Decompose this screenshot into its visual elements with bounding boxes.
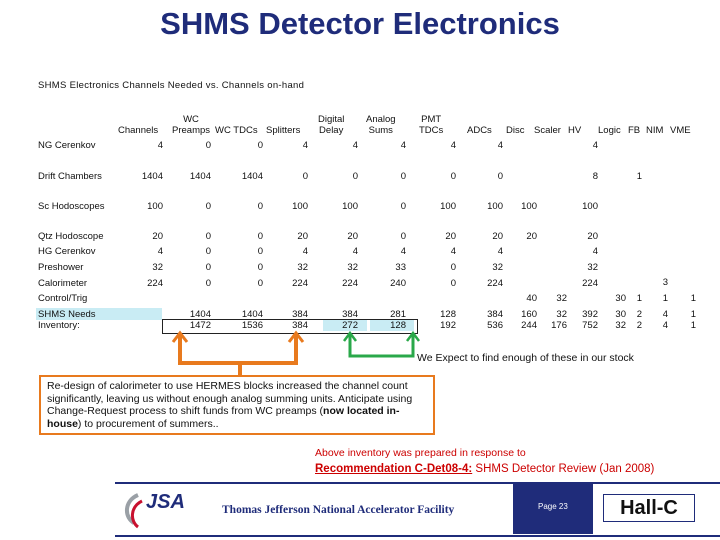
row-label-shms-needs: SHMS Needs (38, 309, 96, 320)
table-cell: 0 (400, 201, 406, 212)
table-cell: 1472 (189, 320, 211, 331)
header-analog-sums-text: Analog Sums (366, 114, 396, 136)
table-cell: 392 (582, 309, 598, 320)
redesign-note-pre: Re-design of calorimeter to use HERMES blocks increased the channel count significantly, leaving us without enough analog summing units. Anticipate using Change-Request process to shift funds from WC preamps ( (47, 380, 413, 417)
header-fb: FB (628, 125, 641, 136)
table-cell: 224 (487, 278, 503, 289)
table-cell: 0 (450, 171, 456, 182)
table-cell: 0 (302, 171, 308, 182)
table-cell: 100 (147, 201, 163, 212)
table-cell: 0 (497, 171, 503, 182)
table-cell: 4 (157, 140, 163, 151)
table-cell: 4 (450, 246, 456, 257)
table-cell: 1404 (189, 309, 211, 320)
table-cell: 30 (615, 309, 626, 320)
table-cell: 1404 (189, 171, 211, 182)
redesign-note-text (47, 380, 412, 430)
table-cell: 32 (297, 262, 308, 273)
redesign-note-post: ) to procurement of summers.. (77, 417, 219, 430)
table-cell: 20 (492, 231, 503, 242)
table-cell: 100 (487, 201, 503, 212)
table-cell: 240 (390, 278, 406, 289)
header-nim: NIM (646, 125, 664, 136)
row-label-sc-hodoscopes: Sc Hodoscopes (38, 201, 105, 212)
table-cell: 224 (147, 278, 163, 289)
green-arrow (350, 333, 413, 356)
row-label-preshower: Preshower (38, 262, 84, 273)
orange-arrow (180, 333, 296, 363)
header-splitters: Splitters (266, 125, 301, 136)
table-cell: 32 (347, 262, 358, 273)
table-cell: 0 (257, 201, 263, 212)
table-subtitle: SHMS Electronics Channels Needed vs. Channels on-hand (38, 80, 305, 91)
header-scaler: Scaler (534, 125, 561, 136)
table-cell: 0 (257, 278, 263, 289)
table-cell: 2 (636, 320, 642, 331)
header-logic: Logic (598, 125, 621, 136)
slide-title: SHMS Detector Electronics (160, 6, 560, 41)
table-cell: 4 (400, 140, 406, 151)
table-cell: 4 (157, 246, 163, 257)
row-label-control-trig: Control/Trig (38, 293, 88, 304)
footer-top-rule (115, 482, 720, 484)
table-cell: 224 (292, 278, 308, 289)
table-cell: 100 (582, 201, 598, 212)
jsa-logo-text: JSA (146, 491, 185, 513)
table-cell: 1404 (141, 171, 163, 182)
table-cell: 30 (615, 293, 626, 304)
table-cell: 4 (352, 246, 358, 257)
table-cell: 224 (342, 278, 358, 289)
table-cell: 0 (257, 140, 263, 151)
table-cell: 0 (205, 231, 211, 242)
table-cell: 20 (445, 231, 456, 242)
table-cell: 1 (690, 309, 696, 320)
table-cell: 160 (521, 309, 537, 320)
table-cell: 100 (342, 201, 358, 212)
table-cell: 1 (636, 293, 642, 304)
table-cell: 0 (257, 231, 263, 242)
table-cell: 4 (352, 140, 358, 151)
table-cell: 4 (497, 246, 503, 257)
table-cell: 384 (342, 309, 358, 320)
table-cell: 20 (297, 231, 308, 242)
recommendation-bold: Recommendation C-Det08-4: (315, 463, 473, 475)
table-cell: 272 (342, 320, 358, 331)
table-cell: 4 (450, 140, 456, 151)
table-cell: 0 (352, 171, 358, 182)
recommendation-line (315, 463, 654, 475)
header-hv: HV (568, 125, 582, 136)
table-cell: 100 (292, 201, 308, 212)
table-cell: 752 (582, 320, 598, 331)
table-cell: 1 (636, 171, 642, 182)
header-channels: Channels (118, 125, 159, 136)
table-cell: 32 (615, 320, 626, 331)
table-cell: 384 (292, 309, 308, 320)
table-cell: 100 (521, 201, 537, 212)
table-cell: 4 (662, 309, 668, 320)
table-cell: 0 (400, 231, 406, 242)
table-cell: 224 (582, 278, 598, 289)
row-label-qtz-hodoscope: Qtz Hodoscope (38, 231, 104, 242)
table-cell: 192 (440, 320, 456, 331)
table-cell: 2 (636, 309, 642, 320)
table-cell: 244 (521, 320, 537, 331)
table-cell: 128 (440, 309, 456, 320)
table-cell: 32 (152, 262, 163, 273)
recommendation-rest: SHMS Detector Review (Jan 2008) (472, 463, 655, 475)
prepared-note: Above inventory was prepared in response to (315, 447, 526, 459)
table-cell: 128 (390, 320, 406, 331)
table-cell: 4 (302, 140, 308, 151)
table-cell: 0 (257, 246, 263, 257)
table-cell: 4 (497, 140, 503, 151)
table-cell: 0 (450, 278, 456, 289)
table-cell: 4 (662, 320, 668, 331)
row-label-calorimeter: Calorimeter (38, 278, 88, 289)
table-cell: 4 (592, 246, 598, 257)
table-cell: 0 (205, 246, 211, 257)
table-cell: 32 (556, 293, 567, 304)
expect-note: We Expect to find enough of these in our stock (417, 352, 634, 364)
row-label-drift-chambers: Drift Chambers (38, 171, 102, 182)
table-cell: 1 (690, 320, 696, 331)
table-cell: 1404 (241, 171, 263, 182)
table-cell: 32 (587, 262, 598, 273)
table-cell: 4 (400, 246, 406, 257)
redesign-note-bold: now located in-house (47, 405, 400, 430)
table-cell: 8 (592, 171, 598, 182)
table-cell: 0 (450, 262, 456, 273)
table-cell: 100 (440, 201, 456, 212)
table-cell: 0 (205, 201, 211, 212)
table-cell: 0 (257, 262, 263, 273)
table-cell: 281 (390, 309, 406, 320)
table-cell: 32 (492, 262, 503, 273)
table-cell: 1 (690, 293, 696, 304)
table-cell: 20 (152, 231, 163, 242)
header-adcs: ADCs (467, 125, 492, 136)
table-cell: 20 (347, 231, 358, 242)
table-cell: 1536 (241, 320, 263, 331)
header-wc-preamps-text: WC Preamps (172, 114, 211, 136)
table-cell: 40 (526, 293, 537, 304)
table-cell: 32 (556, 309, 567, 320)
table-cell: 0 (205, 278, 211, 289)
header-wc-tdcs: WC TDCs (215, 125, 258, 136)
table-cell: 384 (292, 320, 308, 331)
row-label-inventory: Inventory: (38, 320, 80, 331)
table-cell: 20 (526, 231, 537, 242)
table-cell: 4 (302, 246, 308, 257)
table-cell: 0 (205, 262, 211, 273)
table-cell: 176 (551, 320, 567, 331)
header-digital-delay-text: Digital Delay (318, 114, 345, 136)
redesign-note (39, 375, 435, 435)
row-label-hg-cerenkov: HG Cerenkov (38, 246, 96, 257)
lab-name: Thomas Jefferson National Accelerator Facility (222, 504, 455, 516)
header-vme: VME (670, 125, 691, 136)
table-cell: 0 (400, 171, 406, 182)
header-disc: Disc (506, 125, 525, 136)
table-cell: 1404 (241, 309, 263, 320)
table-cell: 536 (487, 320, 503, 331)
table-cell: 0 (205, 140, 211, 151)
hall-c-label: Hall-C (603, 494, 695, 522)
table-cell: 1 (662, 293, 668, 304)
header-pmt-tdcs-text: PMT TDCs (419, 114, 444, 136)
table-cell: 4 (592, 140, 598, 151)
footer-bottom-rule (115, 535, 720, 537)
table-cell: 384 (487, 309, 503, 320)
table-cell: 20 (587, 231, 598, 242)
row-label-ng-cerenkov: NG Cerenkov (38, 140, 96, 151)
page-number: Page 23 (538, 502, 568, 511)
table-cell: 33 (395, 262, 406, 273)
table-cell: 3 (662, 277, 668, 288)
